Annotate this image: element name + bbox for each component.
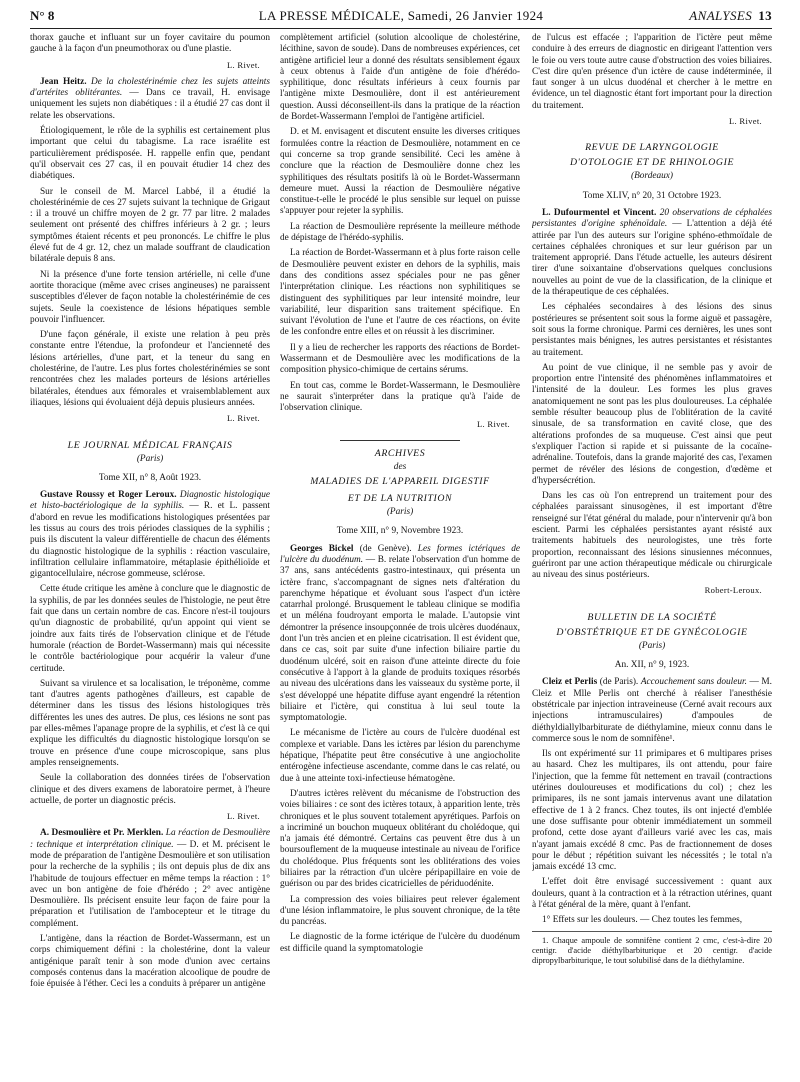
paragraph: Ni la présence d'une forte tension artérielle, ni celle d'une aortite thoracique (même avec crises angineuses) ne paraissent susceptibles d'élever de façon notable la cholestérinémie de ces sujets. Seule la coexistence de lésions hépatiques semble pouvoir l'influencer. xyxy=(30,269,270,325)
journal-issue: Tome XLIV, n° 20, 31 Octobre 1923. xyxy=(582,190,722,201)
article-author: Jean Heitz. xyxy=(40,76,87,87)
article-author: L. Dufourmentel et Vincent. xyxy=(542,207,657,218)
journal-issue: Tome XII, n° 8, Août 1923. xyxy=(98,472,202,483)
paragraph: Ils ont expérimenté sur 11 primipares et 6 multipares prises au hasard. Chez les multipares, ils ont attendu, pour faire l'injection, que la femme fût nettement en travail (contractions utérines douloureuses et modifications du col) ; chez les primipares, ils ne sont jamais intervenus avant une dilatation effective de 1 à 2 francs. Chez toutes, ils ont injecté d'emblée une dose suffisante pour obtenir immédiatement un sommeil profond, cette dose ayant d'ailleurs varié avec les cas, mais n'ayant jamais excédé 8 cmc. Pas de fractionnement de doses pour le début ; répétition suivant les nécessités ; le total n'a jamais excédé 13 cmc. xyxy=(532,749,772,873)
paragraph: La compression des voies biliaires peut relever également d'une lésion inflammatoire, le plus souvent chronique, de la tête du pancréas. xyxy=(280,894,520,928)
paragraph: En tout cas, comme le Bordet-Wassermann, le Desmoulière ne saurait s'interpréter dans la pratique qu'à l'aide de l'observation clinique. xyxy=(280,380,520,414)
article-author: A. Desmoulière et Pr. Merklen. xyxy=(40,828,164,839)
paragraph: Les céphalées secondaires à des lésions des sinus postérieures se présentent soit sous la forme aiguë et passagère, soit sous la forme chronique. Parmi ces dernières, les unes sont persistantes mais bénignes, les autres persistantes et résistantes au traitement. xyxy=(532,302,772,358)
paragraph: Étiologiquement, le rôle de la syphilis est certainement plus important que celui du tabagisme. La race israélite est particulièrement prédisposée. H. rappelle enfin que, pendant qu'il observait ces 27 cas, il en pouvait étudier 14 chez des diabétiques. xyxy=(30,126,270,182)
signature: Robert-Leroux. xyxy=(704,585,762,596)
paragraph: Dans les cas où l'on entreprend un traitement pour des céphalées paraissant sinusogènes, il est important d'être renseigné sur l'état général du malade, pour n'intervenir qu'à bon escient. Parmi les céphalées persistantes ayant résisté aux traitements habituels des neurologistes, une très forte proportion, reconnaissant des lésions sinusiennes méconnues, guériront par une action thérapeutique médicale ou chirurgicale au niveau des sinus postérieurs. xyxy=(532,491,772,581)
paragraph: Seule la collaboration des données tirées de l'observation clinique et des divers examens de laboratoire permet, à l'heure actuelle, de porter un diagnostic précis. xyxy=(30,773,270,806)
journal-name-line: ARCHIVES xyxy=(374,447,426,459)
footnote: 1. Chaque ampoule de somnifène contient 2 cmc, c'est-à-dire 20 centigr. d'acide diéthylbarbiturique et 20 centigr. d'acide dipropylbarbiturique, le tout solubilisé dans de la diéthylamine. xyxy=(532,931,772,966)
signature: L. Rivet. xyxy=(476,418,510,429)
column-2 xyxy=(280,33,520,1078)
journal-name-line: REVUE DE LARYNGOLOGIE xyxy=(585,142,719,154)
paragraph: — L'attention a déjà été attirée par l'un des auteurs sur l'origine sphéno-ethmoïdale de certaines céphalées chroniques et sur leur guérison par un traitement approprié. Dans l'étude actuelle, les auteurs désirent tirer d'une soixantaine d'observations quelques conclusions nouvelles au point de vue de la classification, de la clinique et de la thérapeutique de ces céphalées. xyxy=(532,219,772,298)
newspaper-title: LA PRESSE MÉDICALE, Samedi, 26 Janvier 1924 xyxy=(258,8,544,23)
article-bickel xyxy=(280,544,520,725)
article-cleiz-perlis xyxy=(532,677,772,745)
column-3 xyxy=(532,33,772,1078)
paragraph: de l'ulcus est effacée ; l'apparition de l'ictère peut même conduire à des erreurs de diagnostic en dirigeant l'attention vers le foie ou vers toute autre cause d'obstruction des voies biliaires. C'est dire qu'en présence d'un ictère de cause indéterminée, il faut songer à un ulcus duodénal et chercher à le mettre en évidence, un tel diagnostic étant fort important pour la direction du traitement. xyxy=(532,33,772,111)
article-title: Les formes ictériques de l'ulcère du duodénum. xyxy=(280,543,520,565)
signature: L. Rivet. xyxy=(226,59,260,70)
article-dufourmentel xyxy=(532,208,772,298)
paragraph: thorax gauche et influant sur un foyer cavitaire du poumon gauche à la façon d'un pneumothorax ou d'une plastie. xyxy=(30,33,270,55)
paragraph: Il y a lieu de rechercher les rapports des réactions de Bordet-Wassermann et de Desmoulière avec les modifications de la composition physico-chimique de certains sérums. xyxy=(280,342,520,376)
paragraph: D'autres ictères relèvent du mécanisme de l'obstruction des voies biliaires : ce sont des ictères totaux, à apparition lente, très chroniques et le plus souvent totalement apyrétiques. Parfois on a incriminé un bouchon muqueux oblitérant du cholédoque, qui n'a jamais été démontré. Certains cas peuvent être dus à un boursouflement de la muqueuse intestinale au niveau de l'orifice du cholédoque. Plus fréquents sont les oblitérations des voies biliaires par la rétraction d'un ulcère péripapillaire en voie de guérison ou par des brides cicatricielles de périduodénite. xyxy=(280,788,520,890)
divider xyxy=(340,440,460,441)
paragraph: D'une façon générale, il existe une relation à peu près constante entre l'étendue, la profondeur et l'ancienneté des lésions artérielles, d'une part, et la teneur du sang en cholestérine, de l'autre. Les plus fortes cholestérinémies se sont rencontrées chez les malades porteurs de lésions artérielles bilatérales, étendues aux fémorales et vraisemblablement aux iliaques, lésions qui évoluaient déjà depuis plusieurs années. xyxy=(30,330,270,408)
page-number: 13 xyxy=(758,8,772,23)
paragraph: — R. et L. passent d'abord en revue les modifications histologiques présentées par les tissus au cours des trois périodes classiques de la syphilis ; puis ils discutent la valeur différentielle de chacun des éléments du diagnostic histologique de la syphilis : réaction vasculaire, infiltration cellulaire inflammatoire, métaplasie épithélioïde et gigantocellulaire, nécrose gommeuse, sclérose. xyxy=(30,501,270,580)
article-author: Gustave Roussy et Roger Leroux. xyxy=(40,490,177,501)
paragraph: L'antigène, dans la réaction de Bordet-Wassermann, est un corps chimiquement défini : la cholestérine, dont la valeur antigénique paraît tenir à son mode d'union avec certains composés contenus dans la macération alcoolique de poudre de foie épuisée à l'éther. Ceci les a conduits à préparer un antigène xyxy=(30,934,270,990)
article-affiliation: (de Paris). xyxy=(599,677,639,688)
article-title: La réaction de Desmoulière : technique et interprétation clinique. xyxy=(30,828,270,850)
paragraph: Au point de vue clinique, il ne semble pas y avoir de proportion entre l'intensité des phénomènes inflammatoires et l'intensité de la douleur. Les formes les plus graves anatomiquement ne sont pas les plus douloureuses. La céphalée semble résulter beaucoup plus de l'oblitération de la cavité sinusale, de sa transformation en cavité close, que des altérations profondes de sa muqueuse. C'est ainsi que peut s'expliquer l'action si rapide et si puissante de la cocaïne-adrénaline. Toutefois, dans la grande majorité des cas, l'examen permet de révéler des lésions de congestion, d'œdème et d'hypersécrétion. xyxy=(532,362,772,486)
paragraph: La réaction de Desmoulière représente la meilleure méthode de dépistage de l'hérédo-syphilis. xyxy=(280,221,520,244)
paragraph: Le diagnostic de la forme ictérique de l'ulcère du duodénum est difficile quand la symptomatologie xyxy=(280,932,520,954)
article-title: Diagnostic histologique et histo-bactériologique de la syphilis. xyxy=(30,490,270,512)
paragraph: — M. Cleiz et Mlle Perlis ont cherché à réaliser l'anesthésie obstétricale par injection intraveineuse (Cerné avait recours aux injections intramusculaires) d'ampoules de diéthyldiallylbarbiturate de diéthylamine, mieux connu dans le commerce sous le nom de somnifène¹. xyxy=(532,677,772,744)
paragraph: Cette étude critique les amène à conclure que le diagnostic de la syphilis, de par les données seules de l'histologie, ne peut être fait que dans un certain nombre de cas. Encore n'est-il toujours qu'un diagnostic de probabilité, qu'un appoint qui vient se joindre aux faits tirés de l'observation clinique et de l'étude humorale (réaction de Bordet-Wassermann) mais qui nécessite le contrôle bactériologique pour acquérir la valeur d'une certitude. xyxy=(30,584,270,674)
section-name: ANALYSES xyxy=(689,8,753,23)
journal-name-line: ET DE LA NUTRITION xyxy=(347,493,453,505)
journal-city: (Paris) xyxy=(638,640,666,651)
paragraph: — Dans ce travail, H. envisage uniquement les sujets non diabétiques : il a étudié 27 cas dont il relate les observations. xyxy=(30,88,270,121)
paragraph: Suivant sa virulence et sa localisation, le tréponème, comme tant d'autres agents pathogènes d'ailleurs, est capable de déterminer dans les tissus des lésions histologiques très différentes les unes des autres. De plus, ces lésions ne sont pas par elles-mêmes l'apanage propre de la syphilis, et c'est là ce qui explique les difficultés du diagnostic histologique lorsqu'on se trouve en présence d'une coupe microscopique, sans plus amples renseignements. xyxy=(30,678,270,768)
journal-city: (Paris) xyxy=(136,453,164,464)
article-title: Accouchement sans douleur. xyxy=(640,677,747,688)
article-author: Cleiz et Perlis xyxy=(542,677,598,688)
journal-issue: Tome XIII, n° 9, Novembre 1923. xyxy=(336,526,464,537)
article-desmouliere xyxy=(30,828,270,930)
article-author: Georges Bickel xyxy=(290,543,354,554)
paragraph: L'effet doit être envisagé successivement : quant aux douleurs, quant à la contraction et à la rétraction utérines, quant à l'état général de la mère, quant à l'enfant. xyxy=(532,877,772,910)
article-affiliation: (de Genève). xyxy=(359,543,412,554)
signature: L. Rivet. xyxy=(728,116,762,127)
journal-city: (Paris) xyxy=(386,507,414,518)
journal-name-line: des xyxy=(393,461,407,472)
paragraph: — B. relate l'observation d'un homme de 37 ans, sans antécédents gastro-intestinaux, qui présenta un ictère franc, s'accompagnant de signes nets d'altération du parenchyme hépatique et évoluant sous l'aspect d'un ictère catarrhal prolongé. Brusquement le tableau clinique se modifia et un méléna foudroyant emporta le malade. L'autopsie vint démontrer la présence insoupçonnée de trois ulcères duodénaux, dont l'un très ancien et en pleine cicatrisation. Il est évident que, dans ce cas, soit par suite d'une infection biliaire partie du duodénum ulcéré, soit en raison d'une atteinte directe du foie consécutive à l'apport à la glande de produits toxiques résorbés au niveau des ulcérations dans les vaisseaux du système porte, il s'est développé une hépatite diffuse ayant engendré la rétention biliaire et l'ictère, qui constitua à lui seul toute la symptomatologie. xyxy=(280,554,520,724)
journal-name-line: D'OTOLOGIE ET DE RHINOLOGIE xyxy=(569,157,735,169)
article-title: De la cholestérinémie chez les sujets atteints d'artérites oblitérantes. xyxy=(30,76,270,99)
journal-name-line: BULLETIN DE LA SOCIÉTÉ xyxy=(587,611,717,623)
signature: L. Rivet. xyxy=(226,811,260,822)
issue-number: N° 8 xyxy=(30,8,55,23)
article-heitz xyxy=(30,77,270,122)
paragraph: Le mécanisme de l'ictère au cours de l'ulcère duodénal est complexe et variable. Dans les ictères par lésion du parenchyme hépatique, l'hépatite peut être consécutive à une angiocholite entérogène infectieuse ascendante, comme dans le cas relaté, ou due à une atteinte toxi-infectieuse hématogène. xyxy=(280,728,520,784)
paragraph: La réaction de Bordet-Wassermann et à plus forte raison celle de Desmoulière peuvent exister en dehors de la syphilis, mais dans des conditions assez spéciales pour ne pas gêner l'interprétation clinique. Les réactions non syphilitiques se distinguent des syphilitiques par leur intensité moindre, leur variabilité, leur disparition sans traitement spécifique. En suivant l'évolution de l'une et l'autre de ces réactions, on évite de les confondre entre elles et on réussit à les discriminer. xyxy=(280,248,520,338)
journal-city: (Bordeaux) xyxy=(631,171,673,182)
paragraph: — D. et M. précisent le mode de préparation de l'antigène Desmoulière et son utilisation pour la recherche de la syphilis ; ils ont depuis plus de dix ans l'habitude de toujours effectuer en même temps la réaction : 1° avec un bon antigène de foie d'hérédo ; 2° avec antigène Desmoulière. Ils précisent ensuite leur façon de faire pour la préparation et l'utilisation de l'ambocepteur et le titrage du complément. xyxy=(30,839,270,929)
journal-name-line: D'OBSTÉTRIQUE ET DE GYNÉCOLOGIE xyxy=(556,626,748,638)
column-1 xyxy=(30,33,270,1078)
paragraph: complètement artificiel (solution alcoolique de cholestérine, lécithine, savon de soude). Dans de nombreuses expériences, cet antigène artificiel leur a donné des résultats sensiblement égaux à ceux obtenus à l'aide d'un antigène de foie d'hérédo-syphilitique, donc résultats inférieurs à ceux fournis par l'antigène mixte Desmoulière, dont il est antérieurement question. Aussi déconseillent-ils dans la pratique de la réaction de Bordet-Wassermann l'emploi de l'antigène artificiel. xyxy=(280,33,520,123)
article-roussy-leroux xyxy=(30,490,270,580)
section-label xyxy=(689,6,772,26)
page-header xyxy=(30,6,772,29)
paragraph: 1° Effets sur les douleurs. — Chez toutes les femmes, xyxy=(542,915,743,926)
journal-issue: An. XII, n° 9, 1923. xyxy=(614,660,690,671)
paragraph: Sur le conseil de M. Marcel Labbé, il a étudié la cholestérinémie de ces 27 sujets suivant la technique de Grigaut : il a trouvé un chiffre moyen de 2 gr. 77 par litre. 2 malades seulement ont présenté des chiffres inférieurs à 2 gr. ; leurs symptômes étaient récents et peu prononcés. Le chiffre le plus élevé fut de 4 gr. 12, chez un malade souffrant de claudication bilatérale depuis 8 ans. xyxy=(30,186,270,265)
journal-name-line: MALADIES DE L'APPAREIL DIGESTIF xyxy=(310,476,490,488)
paragraph: D. et M. envisagent et discutent ensuite les diverses critiques formulées contre la réaction de Desmoulière, notamment en ce qui concerne sa trop grande sensibilité. Ceci les amène à conclure que la réaction de Desmoulière donne chez les syphilitiques des résultats positifs là où le Bordet-Wassermann demeure muet. Aussi la réaction de Desmoulière négative constitue-t-elle le procédé le plus sensible sur lequel on puisse s'appuyer pour rejeter la syphilis. xyxy=(280,127,520,217)
journal-name: LE JOURNAL MÉDICAL FRANÇAIS xyxy=(67,439,233,451)
article-title: 20 observations de céphalées persistantes d'origine sphénoïdale. xyxy=(532,207,772,230)
signature: L. Rivet. xyxy=(226,413,260,424)
